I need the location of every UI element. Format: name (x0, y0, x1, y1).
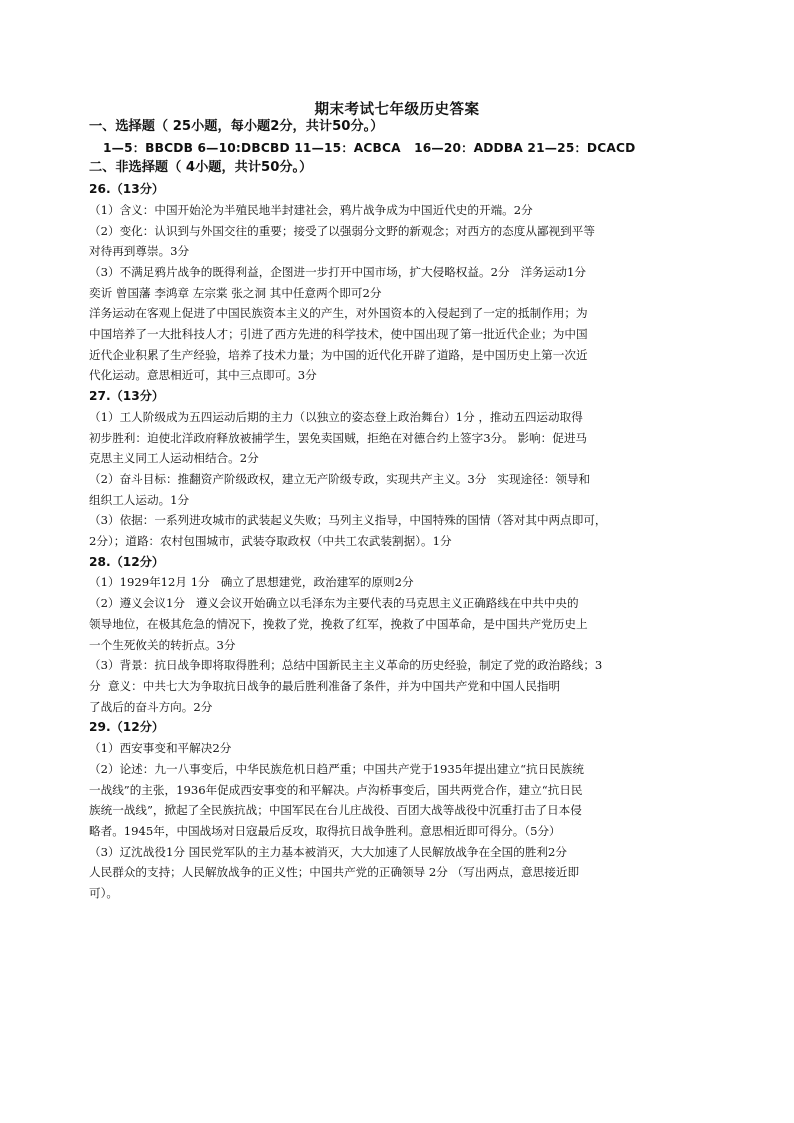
question-29-heading: 29.（12分） (89, 720, 165, 735)
text-line: 一战线”的主张，1936年促成西安事变的和平解决。卢沟桥事变后，国共两党合作，建立“抗日民 (89, 782, 583, 797)
text-line: （3）依据：一系列进攻城市的武装起义失败；马列主义指导，中国特殊的国情（答对其中两点即可， (89, 513, 607, 528)
text-line: 组织工人运动。1分 (89, 492, 190, 507)
text-line: 了战后的奋斗方向。2分 (89, 699, 213, 714)
text-line: （1）西安事变和平解决2分 (89, 741, 232, 756)
text-line: （2）论述：九一八事变后，中华民族危机日趋严重；中国共产党于1935年提出建立“抗日民族统 (89, 761, 584, 776)
text-line: 2分）；道路：农村包围城市，武装夺取政权（中共工农武装割据）。1分 (89, 534, 452, 549)
text-line: 中国培养了一大批科技人才；引进了西方先进的科学技术，使中国出现了第一批近代企业；为中国 (89, 327, 588, 342)
text-line: 近代企业积累了生产经验，培养了技术力量；为中国的近代化开辟了道路，是中国历史上第一次近 (89, 347, 588, 362)
text-line: 克思主义同工人运动相结合。2分 (89, 451, 259, 466)
text-line: 一个生死攸关的转折点。3分 (89, 637, 236, 652)
text-line: （2）奋斗目标：推翻资产阶级政权，建立无产阶级专政，实现共产主义。3分 实现途径：领导和 (89, 471, 591, 486)
text-line: 略者。1945年，中国战场对日寇最后反攻，取得抗日战争胜利。意思相近即可得分。（5分） (89, 823, 561, 838)
text-line: （1）工人阶级成为五四运动后期的主力（以独立的姿态登上政治舞台）1分 ，推动五四运动取得 (89, 409, 583, 424)
text-line: 洋务运动在客观上促进了中国民族资本主义的产生，对外国资本的入侵起到了一定的抵制作用；为 (89, 306, 588, 321)
text-line: 代化运动。意思相近可，其中三点即可。3分 (89, 368, 317, 383)
text-line: （3）辽沈战役1分 国民党军队的主力基本被消灭，大大加速了人民解放战争在全国的胜利2分 (89, 844, 567, 859)
text-line: 对待再到尊崇。3分 (89, 244, 190, 259)
text-line: 族统一战线”，掀起了全民族抗战；中国军民在台儿庄战役、百团大战等战役中沉重打击了日本侵 (89, 803, 582, 818)
text-line: （3）背景：抗日战争即将取得胜利；总结中国新民主主义革命的历史经验，制定了党的政治路线；3 (89, 658, 603, 673)
section1-heading: 一、选择题（ 25小题，每小题2分，共计50分。） (89, 119, 384, 134)
text-line: （1）1929年12月 1分 确立了思想建党，政治建军的原则2分 (89, 575, 414, 590)
text-line: （2）遵义会议1分 遵义会议开始确立以毛泽东为主要代表的马克思主义正确路线在中共中央的 (89, 596, 579, 611)
text-line: （3）不满足鸦片战争的既得利益，企图进一步打开中国市场，扩大侵略权益。2分 洋务运动1分 (89, 264, 586, 279)
page-title: 期末考试七年级历史答案 (314, 102, 480, 118)
question-26-heading: 26.（13分） (89, 182, 165, 197)
text-line: 领导地位，在极其危急的情况下，挽救了党，挽救了红军，挽救了中国革命，是中国共产党历史上 (89, 616, 588, 631)
text-line: 分 意义：中共七大为争取抗日战争的最后胜利准备了条件，并为中国共产党和中国人民指明 (89, 678, 561, 693)
text-line: （1）含义：中国开始沦为半殖民地半封建社会，鸦片战争成为中国近代史的开端。2分 (89, 202, 533, 217)
text-line: 初步胜利：迫使北洋政府释放被捕学生，罢免卖国贼，拒绝在对德合约上签字3分。 影响：促进马 (89, 430, 588, 445)
section2-heading: 二、非选择题（ 4小题，共计50分。） (89, 160, 313, 176)
text-line: （2）变化：认识到与外国交往的重要；接受了以强弱分文野的新观念；对西方的态度从鄙视到平等 (89, 223, 595, 238)
text-line: 可）。 (89, 886, 118, 901)
text-line: 人民群众的支持；人民解放战争的正义性；中国共产党的正确领导 2分 （写出两点，意思接近即 (89, 865, 580, 880)
answer-body (89, 117, 719, 904)
text-line: 奕䜣 曾国藩 李鸿章 左宗棠 张之洞 其中任意两个即可2分 (89, 285, 382, 300)
question-27-heading: 27.（13分） (89, 389, 165, 404)
section1-answers: 1—5：BBCDB 6—10:DBCBD 11—15：ACBCA 16—20：ADDBA 21—25：DCACD (103, 140, 636, 155)
question-28-heading: 28.（12分） (89, 554, 165, 569)
